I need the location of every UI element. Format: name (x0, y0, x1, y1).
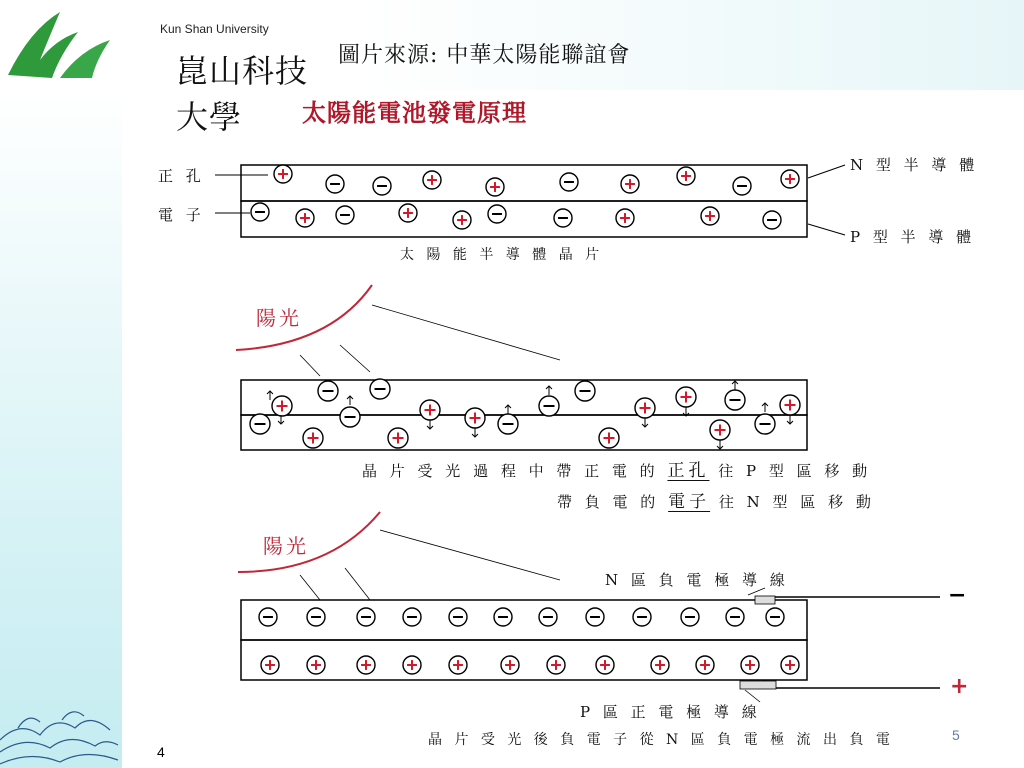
hole-charge-icon (449, 656, 467, 674)
plus-terminal: + (950, 674, 969, 699)
electron-charge-icon (681, 608, 699, 626)
arrow-up-icon (505, 405, 511, 414)
panel2-caption-line1 (362, 456, 871, 481)
highlight-electron: 電子 (668, 492, 711, 512)
electron-charge-icon (403, 608, 421, 626)
label-n-type: N 型 半 導 體 (850, 156, 979, 174)
electron-charge-icon (554, 209, 572, 227)
n-wire-label: N 區 負 電 極 導 線 (605, 571, 789, 589)
panel2-caption-2a: 帶 負 電 的 (557, 493, 660, 511)
hole-charge-icon (399, 204, 417, 222)
hole-charge-icon (741, 656, 759, 674)
panel1-wafer (241, 165, 807, 237)
electron-charge-icon (575, 381, 595, 401)
arrow-up-icon (546, 386, 552, 395)
panel3-sunlight-label: 陽光 (263, 534, 309, 558)
electron-charge-icon (259, 608, 277, 626)
hole-charge-icon (616, 209, 634, 227)
hole-charge-icon (547, 656, 565, 674)
hole-charge-icon (486, 178, 504, 196)
hole-charge-icon (596, 656, 614, 674)
label-electron: 電 子 (158, 206, 205, 224)
hole-charge-icon (676, 387, 696, 407)
hole-charge-icon (307, 656, 325, 674)
hole-charge-icon (635, 398, 655, 418)
panel2-caption-1a: 晶 片 受 光 過 程 中 帶 正 電 的 (362, 462, 659, 480)
hole-charge-icon (296, 209, 314, 227)
arrow-down-icon (642, 418, 648, 427)
electron-charge-icon (307, 608, 325, 626)
arrow-up-icon (762, 403, 768, 412)
panel3-sun-arc (238, 512, 380, 572)
panel2-rays (300, 305, 560, 376)
electron-charge-icon (373, 177, 391, 195)
hole-charge-icon (696, 656, 714, 674)
hole-charge-icon (710, 420, 730, 440)
hole-charge-icon (781, 170, 799, 188)
panel2-caption-1b: 往 P 型 區 移 動 (718, 462, 872, 480)
image-source-credit: 圖片來源: 中華太陽能聯誼會 (338, 43, 631, 68)
hole-charge-icon (274, 165, 292, 183)
hole-charge-icon (303, 428, 323, 448)
electron-charge-icon (725, 390, 745, 410)
arrow-up-icon (267, 391, 273, 400)
slide-number-left: 4 (157, 744, 165, 760)
arrow-up-icon (732, 381, 738, 390)
arrow-down-icon (472, 428, 478, 437)
slide-number-right: 5 (952, 727, 960, 743)
electron-charge-icon (755, 414, 775, 434)
electron-charge-icon (733, 177, 751, 195)
panel2-sunlight-label: 陽光 (256, 306, 302, 330)
university-name-en: Kun Shan University (160, 22, 269, 36)
arrow-down-icon (427, 420, 433, 429)
electron-charge-icon (539, 396, 559, 416)
diagram-title: 太陽能電池發電原理 (302, 99, 527, 127)
minus-terminal: − (948, 583, 967, 608)
hole-charge-icon (781, 656, 799, 674)
panel1-holes (251, 165, 799, 229)
hole-charge-icon (403, 656, 421, 674)
electron-charge-icon (633, 608, 651, 626)
electron-charge-icon (251, 203, 269, 221)
hole-charge-icon (272, 396, 292, 416)
electron-charge-icon (488, 205, 506, 223)
electron-charge-icon (494, 608, 512, 626)
panel1-caption: 太 陽 能 半 導 體 晶 片 (400, 247, 604, 263)
panel3-electrons (259, 608, 784, 626)
electron-charge-icon (539, 608, 557, 626)
hole-charge-icon (420, 400, 440, 420)
hole-charge-icon (701, 207, 719, 225)
hole-charge-icon (357, 656, 375, 674)
hole-charge-icon (388, 428, 408, 448)
hole-charge-icon (651, 656, 669, 674)
hole-charge-icon (501, 656, 519, 674)
panel2-charges (250, 379, 800, 449)
panel3-wafer (241, 600, 807, 680)
label-hole: 正 孔 (158, 167, 205, 185)
arrow-down-icon (717, 440, 723, 449)
university-name-zh: 崑山科技大學 (176, 52, 309, 136)
p-wire-label: P 區 正 電 極 導 線 (580, 703, 761, 721)
panel3-holes (261, 656, 799, 674)
panel3-wires (740, 588, 940, 702)
hole-charge-icon (780, 395, 800, 415)
electron-charge-icon (326, 175, 344, 193)
electron-charge-icon (370, 379, 390, 399)
hole-charge-icon (423, 171, 441, 189)
electron-charge-icon (726, 608, 744, 626)
electron-charge-icon (449, 608, 467, 626)
hole-charge-icon (261, 656, 279, 674)
electron-charge-icon (586, 608, 604, 626)
arrow-down-icon (787, 415, 793, 424)
highlight-hole: 正孔 (667, 461, 710, 481)
electron-charge-icon (560, 173, 578, 191)
wave-decoration-icon (0, 712, 118, 764)
panel2-caption-line2 (557, 487, 875, 512)
electron-charge-icon (340, 407, 360, 427)
panel3-rays (300, 530, 560, 600)
panel2-caption-2b: 往 N 型 區 移 動 (718, 493, 875, 511)
electron-charge-icon (336, 206, 354, 224)
label-p-type: P 型 半 導 體 (850, 228, 976, 246)
electron-charge-icon (250, 414, 270, 434)
hole-charge-icon (599, 428, 619, 448)
arrow-up-icon (347, 396, 353, 405)
electron-charge-icon (357, 608, 375, 626)
hole-charge-icon (453, 211, 471, 229)
hole-charge-icon (677, 167, 695, 185)
electron-charge-icon (318, 381, 338, 401)
hole-charge-icon (621, 175, 639, 193)
panel3-caption: 晶 片 受 光 後 負 電 子 從 N 區 負 電 極 流 出 負 電 (428, 732, 894, 748)
electron-charge-icon (763, 211, 781, 229)
electron-charge-icon (766, 608, 784, 626)
electron-charge-icon (498, 414, 518, 434)
hole-charge-icon (465, 408, 485, 428)
